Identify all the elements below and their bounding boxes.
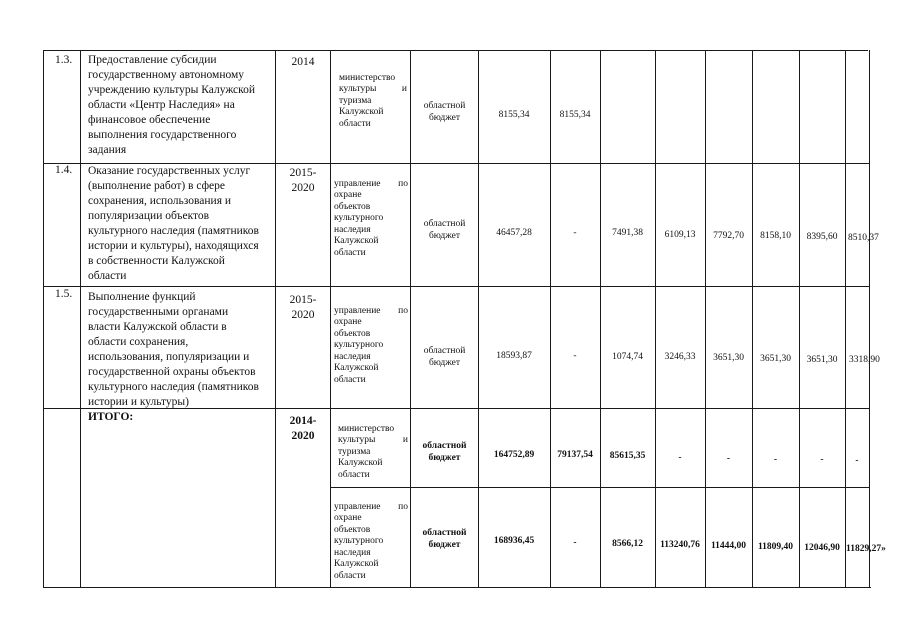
col-line-source (478, 50, 479, 588)
total-funding-source: областной бюджет (422, 441, 467, 463)
row-number: 1.3. (55, 54, 73, 66)
total-value: - (573, 538, 577, 548)
total-funding-source: областной бюджет (422, 528, 467, 550)
row-value: - (573, 351, 577, 361)
row-divider-2 (43, 286, 870, 287)
row-description: Выполнение функций государственными органами власти Калужской области в области сохранения, использования, популяризации и государственной охраны объектов культурного наследия (памятников истории и культуры) (88, 291, 259, 408)
total-value: 11809,40 (757, 542, 794, 552)
col-line-2018 (799, 50, 800, 588)
col-line-total (550, 50, 551, 588)
total-value: 113240,76 (660, 540, 700, 550)
row-value: 46457,28 (496, 228, 532, 238)
total-value: 12046,90 (804, 543, 840, 553)
table-border-top (43, 50, 868, 51)
col-line-right (869, 50, 870, 588)
row-value: 8158,10 (760, 231, 791, 241)
row-value: 3651,30 (806, 355, 838, 365)
row-value: - (573, 228, 577, 238)
row-value: 3246,33 (664, 352, 696, 362)
col-line-left (43, 50, 44, 588)
row-value: 8510,37 (848, 233, 879, 243)
row-executor: управление по охране объектов культурного наследия Калужской области (334, 178, 408, 258)
row-years: 2014 (291, 56, 315, 68)
row-value: 7792,70 (713, 231, 744, 241)
row-number: 1.5. (55, 288, 73, 300)
total-value: 164752,89 (493, 450, 535, 460)
total-value: - (820, 455, 824, 465)
total-value: 11444,00 (710, 541, 747, 551)
row-value: 3651,30 (760, 354, 791, 364)
row-years: 2015- 2020 (289, 294, 317, 321)
row-value: 18593,87 (496, 351, 532, 361)
total-value: 85615,35 (609, 451, 646, 461)
total-value: - (678, 453, 682, 463)
row-value: 3651,30 (713, 353, 744, 363)
total-executor: управление по охране объектов культурного наследия Калужской области (334, 501, 408, 581)
row-value: 8155,34 (559, 110, 591, 120)
row-description: Оказание государственных услуг (выполнение работ) в сфере сохранения, использования и популяризации объектов культурного наследия (памятников истории и культуры), находящихся в собственности Калужской области (88, 165, 259, 282)
row-value: 8395,60 (806, 232, 838, 242)
col-line-executor (410, 50, 411, 588)
col-line-num (80, 50, 81, 588)
table-border-bottom (43, 587, 871, 588)
col-line-2016 (705, 50, 706, 588)
col-line-2019 (845, 50, 846, 588)
total-value: 11829,27» (846, 544, 886, 554)
total-value: 79137,54 (557, 450, 593, 460)
total-label: ИТОГО: (88, 411, 134, 423)
col-line-2017 (752, 50, 753, 588)
row-value: 6109,13 (664, 230, 696, 240)
row-value: 7491,38 (612, 228, 643, 238)
row-value: 1074,74 (612, 352, 643, 362)
row-value: 8155,34 (498, 110, 530, 120)
total-value: - (773, 455, 778, 465)
col-line-2014 (600, 50, 601, 588)
total-value: 8566,12 (612, 539, 643, 549)
total-executor: министерство культуры и туризма Калужской области (338, 423, 408, 480)
total-value: - (855, 456, 859, 466)
row-funding-source: областной бюджет (423, 219, 466, 241)
col-line-years (330, 50, 331, 588)
row-executor: министерство культуры и туризма Калужской области (339, 72, 407, 129)
row-funding-source: областной бюджет (423, 346, 466, 368)
row-value: 3318,90 (849, 355, 880, 365)
col-line-2015 (655, 50, 656, 588)
total-years: 2014- 2020 (289, 415, 317, 442)
total-value: - (726, 454, 731, 464)
row-funding-source: областной бюджет (423, 101, 466, 123)
row-executor: управление по охране объектов культурного наследия Калужской области (334, 305, 408, 385)
total-value: 168936,45 (493, 536, 535, 546)
row-number: 1.4. (55, 164, 73, 176)
row-description: Предоставление субсидии государственному автономному учреждению культуры Калужской области «Центр Наследия» на финансовое обеспечение выполнения государственного задания (88, 54, 256, 156)
row-years: 2015- 2020 (289, 167, 317, 194)
